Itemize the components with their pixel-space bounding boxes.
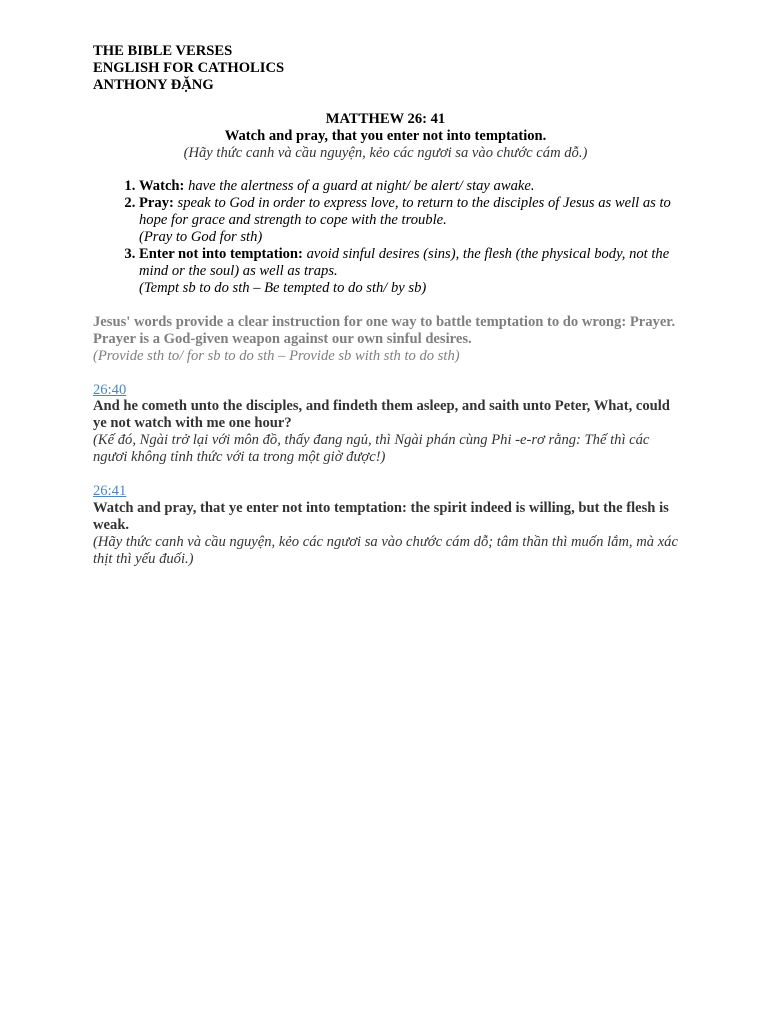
- header-line-2: ENGLISH FOR CATHOLICS: [93, 59, 285, 76]
- spacer: [93, 161, 678, 178]
- definition-item: [139, 246, 678, 297]
- definition-note: (Tempt sb to do sth – Be tempted to do sth/ by sb): [139, 279, 427, 296]
- definition-meaning: speak to God in order to express love, to return to the disciples of Jesus as well as to hope for grace and strength to cope with the trouble.: [139, 195, 671, 229]
- verse-title: Watch and pray, that you enter not into temptation.: [224, 127, 547, 144]
- verse-vietnamese: (Kế đó, Ngài trở lại với môn đồ, thấy đang ngủ, thì Ngài phán cùng Phi -e-rơ rằng: Thế thì các ngươi không tỉnh thức với ta trong một giờ được!): [93, 432, 650, 466]
- definition-item: [139, 195, 678, 246]
- title-block: [93, 111, 678, 162]
- verse-english: And he cometh unto the disciples, and findeth them asleep, and saith unto Peter, What, could ye not watch with me one hour?: [93, 398, 670, 432]
- spacer: [93, 297, 678, 314]
- commentary-note: (Provide sth to/ for sb to do sth – Provide sb with sth to do sth): [93, 347, 460, 364]
- verse-english: Watch and pray, that ye enter not into temptation: the spirit indeed is willing, but the flesh is weak.: [93, 499, 669, 533]
- definition-item: [139, 178, 678, 195]
- verse-vietnamese: (Hãy thức canh và cầu nguyện, kẻo các ngươi sa vào chước cám dỗ; tâm thần thì muốn lắm, mà xác thịt thì yếu đuối.): [93, 533, 678, 567]
- document-header: [93, 43, 678, 94]
- verse-reference: MATTHEW 26: 41: [325, 110, 446, 127]
- verse-block: [93, 382, 678, 467]
- definition-meaning: have the alertness of a guard at night/ be alert/ stay awake.: [188, 178, 535, 195]
- definition-term: Enter not into temptation:: [139, 246, 303, 263]
- definition-term: Watch:: [139, 178, 185, 195]
- verse-ref-link[interactable]: 26:40: [93, 381, 127, 398]
- document-body: [93, 43, 678, 568]
- verse-translation: (Hãy thức canh và cầu nguyện, kẻo các ngươi sa vào chước cám dỗ.): [183, 144, 588, 161]
- definition-meaning: avoid sinful desires (sins), the flesh (the physical body, not the mind or the soul) as well as traps.: [139, 246, 670, 279]
- spacer: [93, 466, 678, 483]
- commentary-block: [93, 314, 678, 365]
- verse-block: [93, 483, 678, 568]
- definition-term: Pray:: [139, 195, 174, 212]
- header-line-1: THE BIBLE VERSES: [93, 43, 233, 59]
- verse-ref-link[interactable]: 26:41: [93, 483, 127, 500]
- spacer: [93, 94, 678, 111]
- commentary-text: Jesus' words provide a clear instruction for one way to battle temptation to do wrong: Prayer. Prayer is a God-given weapon against our own sinful desires.: [93, 313, 676, 347]
- spacer: [93, 365, 678, 382]
- header-line-3: ANTHONY ĐẶNG: [93, 76, 214, 93]
- definition-list: [93, 178, 678, 296]
- definition-note: (Pray to God for sth): [139, 229, 263, 246]
